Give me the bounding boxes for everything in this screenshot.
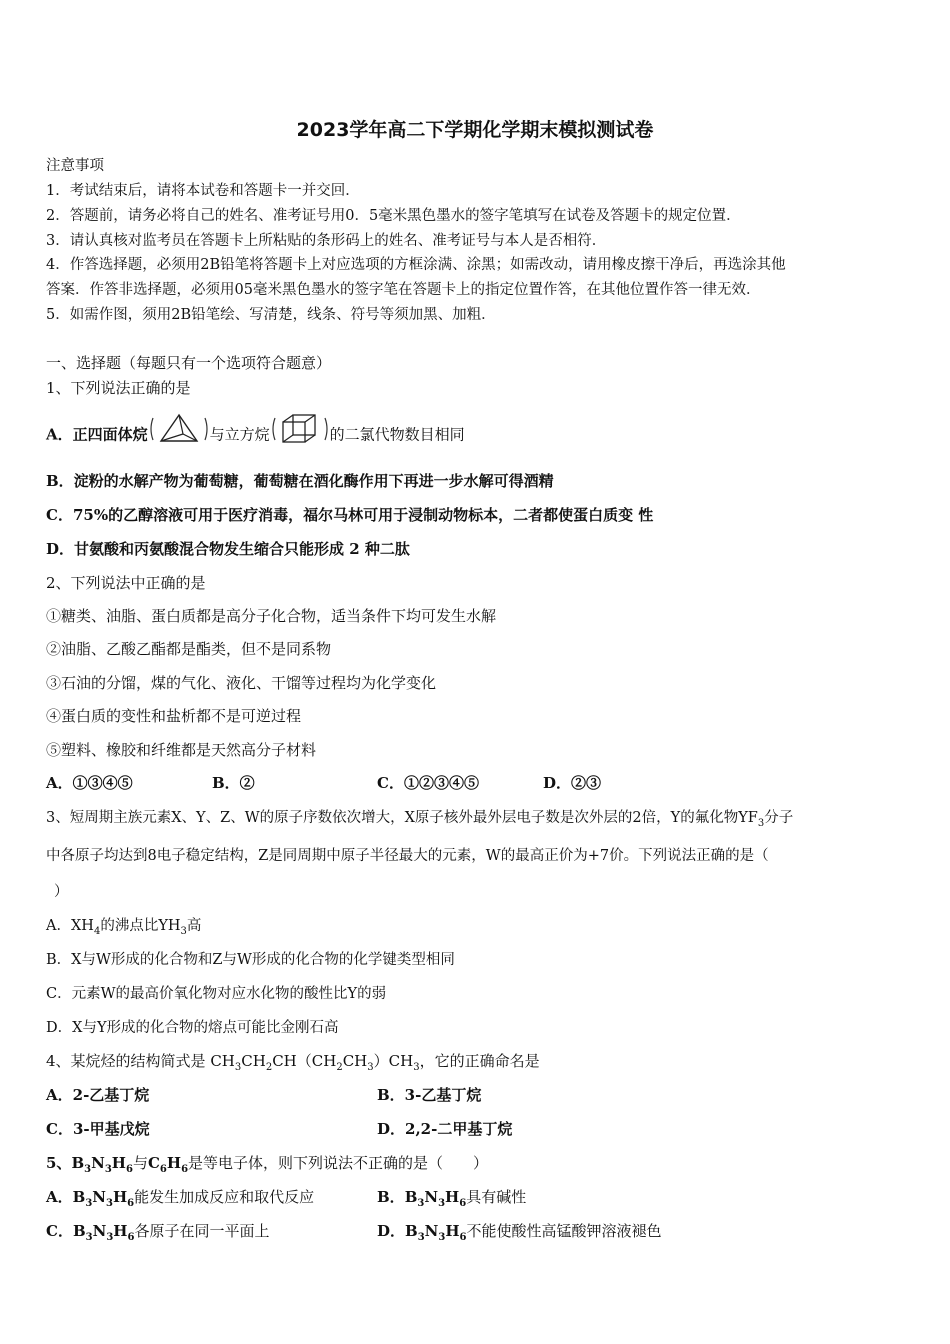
q4-text: ，它的正确命名是 xyxy=(419,1052,540,1070)
question-5-option-a xyxy=(46,1186,314,1209)
q5-sub: 3 xyxy=(85,1232,93,1243)
question-1-option-c: C．75%的乙醇溶液可用于医疗消毒，福尔马林可用于浸制动物标本，二者都使蛋白质变 性 xyxy=(46,506,654,524)
q3-sub: 3 xyxy=(757,817,765,829)
question-4-option-d: D．2,2-二甲基丁烷 xyxy=(377,1120,513,1138)
q5-sub: 3 xyxy=(106,1232,114,1243)
q5-text: 与 xyxy=(132,1154,148,1172)
question-3-option-d: D．X与Y形成的化合物的熔点可能比金刚石高 xyxy=(46,1020,339,1036)
question-3-option-a xyxy=(46,914,201,937)
q5-sym: H xyxy=(111,1154,126,1172)
q4-sub: 3 xyxy=(413,1062,420,1073)
q5-sym: N xyxy=(424,1188,439,1206)
question-3-stem-line-1 xyxy=(46,806,793,829)
q5-text: 不能使酸性高锰酸钾溶液褪色 xyxy=(466,1222,662,1240)
q5-sub: 3 xyxy=(417,1232,425,1243)
q5-sym: H xyxy=(112,1188,128,1206)
q5-sym: B xyxy=(71,1154,85,1172)
q5-sym: B xyxy=(405,1222,418,1240)
cubane-structure-icon xyxy=(271,412,329,459)
notice-item: 4．作答选择题，必须用2B铅笔将答题卡上对应选项的方框涂满、涂黑；如需改动，请用橡皮擦干净后，再选涂其他 xyxy=(46,257,786,273)
question-2-stem: 2、下列说法中正确的是 xyxy=(46,574,206,592)
q5-sub: 3 xyxy=(84,1164,92,1175)
q5-sym: B xyxy=(72,1188,86,1206)
q5-sub: 6 xyxy=(127,1232,135,1243)
question-1-stem: 1、下列说法正确的是 xyxy=(46,379,191,397)
q5-sym: H xyxy=(445,1188,460,1206)
q5-sub: 6 xyxy=(159,1164,167,1175)
question-1-option-a xyxy=(46,412,465,459)
question-3-option-c: C．元素W的最高价氧化物对应水化物的酸性比Y的弱 xyxy=(46,986,387,1002)
question-3-stem-line-3: ） xyxy=(54,884,69,900)
tetrahedrane-structure-icon xyxy=(149,412,209,459)
q5-sub: 3 xyxy=(438,1198,446,1209)
question-2-option-a: A．①③④⑤ xyxy=(46,774,133,792)
q4-text: CH xyxy=(342,1052,368,1070)
notice-item: 3．请认真核对监考员在答题卡上所粘贴的条形码上的姓名、准考证号与本人是否相符． xyxy=(46,233,607,249)
q4-text: CH（CH xyxy=(272,1052,337,1070)
q5-label: A． xyxy=(46,1188,73,1206)
q3-text: 3、短周期主族元素X、Y、Z、W的原子序数依次增大，X原子核外最外层电子数是次外层的2倍，Y的氟化物YF xyxy=(46,810,758,826)
q5-sub: 6 xyxy=(459,1232,467,1243)
q5-sub: 3 xyxy=(438,1232,446,1243)
q3-a-sub: 4 xyxy=(93,925,101,937)
q5-text: 是等电子体，则下列说法不正确的是（ ） xyxy=(188,1154,489,1172)
question-5-option-d xyxy=(377,1220,662,1243)
q5-sym: H xyxy=(113,1222,128,1240)
q5-sub: 6 xyxy=(125,1164,133,1175)
q5-label: B． xyxy=(377,1188,405,1206)
q3-a-text: 高 xyxy=(186,918,202,934)
question-2-option-d: D．②③ xyxy=(543,774,602,792)
question-5-option-b xyxy=(377,1186,526,1209)
option-a-text-2: 与立方烷 xyxy=(209,425,270,444)
statement-1: ①糖类、油脂、蛋白质都是高分子化合物，适当条件下均可发生水解 xyxy=(46,607,497,625)
q4-sub: 3 xyxy=(367,1062,374,1073)
q4-text: ）CH xyxy=(373,1052,414,1070)
q5-sub: 3 xyxy=(104,1164,112,1175)
question-5-option-c xyxy=(46,1220,269,1243)
q5-sub: 3 xyxy=(106,1198,113,1209)
q5-sym: N xyxy=(91,1154,105,1172)
section-heading: 一、选择题（每题只有一个选项符合题意） xyxy=(46,354,332,372)
statement-5: ⑤塑料、橡胶和纤维都是天然高分子材料 xyxy=(46,741,317,759)
q5-sym: N xyxy=(424,1222,439,1240)
page-title: 2023学年高二下学期化学期末模拟测试卷 xyxy=(296,119,654,141)
notice-item: 1．考试结束后，请将本试卷和答题卡一并交回． xyxy=(46,183,360,199)
notice-heading: 注意事项 xyxy=(46,158,104,174)
q3-text: 分子 xyxy=(764,810,794,826)
option-a-text-1: A．正四面体烷 xyxy=(46,425,148,444)
notice-item: 答案．作答非选择题，必须用05毫米黑色墨水的签字笔在答题卡上的指定位置作答，在其他位置作答一律无效． xyxy=(46,282,761,298)
q5-text: 各原子在同一平面上 xyxy=(134,1222,270,1240)
q4-text: CH xyxy=(241,1052,266,1070)
statement-4: ④蛋白质的变性和盐析都不是可逆过程 xyxy=(46,707,302,725)
q5-sub: 6 xyxy=(127,1198,135,1209)
q5-sub: 3 xyxy=(417,1198,425,1209)
question-3-option-b: B．X与W形成的化合物和Z与W形成的化合物的化学键类型相同 xyxy=(46,952,455,968)
q4-sub: 3 xyxy=(234,1062,242,1073)
q5-sub: 6 xyxy=(459,1198,467,1209)
q5-sym: H xyxy=(166,1154,182,1172)
q5-sym: B xyxy=(404,1188,418,1206)
question-1-option-b: B．淀粉的水解产物为葡萄糖，葡萄糖在酒化酶作用下再进一步水解可得酒精 xyxy=(46,472,554,490)
question-2-option-b: B．② xyxy=(212,774,255,792)
question-4-option-b: B．3-乙基丁烷 xyxy=(377,1086,482,1104)
notice-item: 5．如需作图，须用2B铅笔绘、写清楚，线条、符号等须加黑、加粗． xyxy=(46,307,496,323)
q4-sub: 2 xyxy=(336,1062,343,1073)
q3-a-text: A．XH xyxy=(46,918,94,934)
question-1-option-d: D．甘氨酸和丙氨酸混合物发生缩合只能形成 2 种二肽 xyxy=(46,540,410,558)
q5-text: 能发生加成反应和取代反应 xyxy=(134,1188,315,1206)
question-3-stem-line-2: 中各原子均达到8电子稳定结构，Z是同周期中原子半径最大的元素，W的最高正价为+7价。下列说法正确的是（ xyxy=(46,848,769,864)
q4-text: 4、某烷烃的结构简式是 CH xyxy=(46,1052,235,1070)
q5-sym: C xyxy=(147,1154,160,1172)
q5-sym: N xyxy=(92,1188,107,1206)
q5-sym: N xyxy=(92,1222,107,1240)
q5-label: C． xyxy=(46,1222,73,1240)
option-a-text-3: 的二氯代物数目相同 xyxy=(329,425,465,444)
question-4-option-c: C．3-甲基戊烷 xyxy=(46,1120,150,1138)
q5-sym: H xyxy=(445,1222,460,1240)
q3-a-text: 的沸点比YH xyxy=(100,918,181,934)
q5-sub: 6 xyxy=(181,1164,189,1175)
statement-3: ③石油的分馏，煤的气化、液化、干馏等过程均为化学变化 xyxy=(46,674,437,692)
q5-label: D． xyxy=(377,1222,406,1240)
notice-item: 2．答题前，请务必将自己的姓名、准考证号用0．5毫米黑色墨水的签字笔填写在试卷及答题卡的规定位置． xyxy=(46,208,741,224)
question-5-stem: 5、$B_3N_3H_6$与$C_6H_6$是等电子体，则下列说法不正确的是（ ） xyxy=(46,1154,489,1175)
question-4-stem xyxy=(46,1050,540,1073)
statement-2: ②油脂、乙酸乙酯都是酯类，但不是同系物 xyxy=(46,640,332,658)
q3-a-sub: 3 xyxy=(180,925,187,937)
q4-sub: 2 xyxy=(265,1062,273,1073)
q5-sub: 3 xyxy=(85,1198,93,1209)
q5-sym: B xyxy=(72,1222,86,1240)
question-4-option-a: A．2-乙基丁烷 xyxy=(46,1086,150,1104)
question-2-option-c: C．①②③④⑤ xyxy=(377,774,479,792)
q5-text: 具有碱性 xyxy=(466,1188,527,1206)
